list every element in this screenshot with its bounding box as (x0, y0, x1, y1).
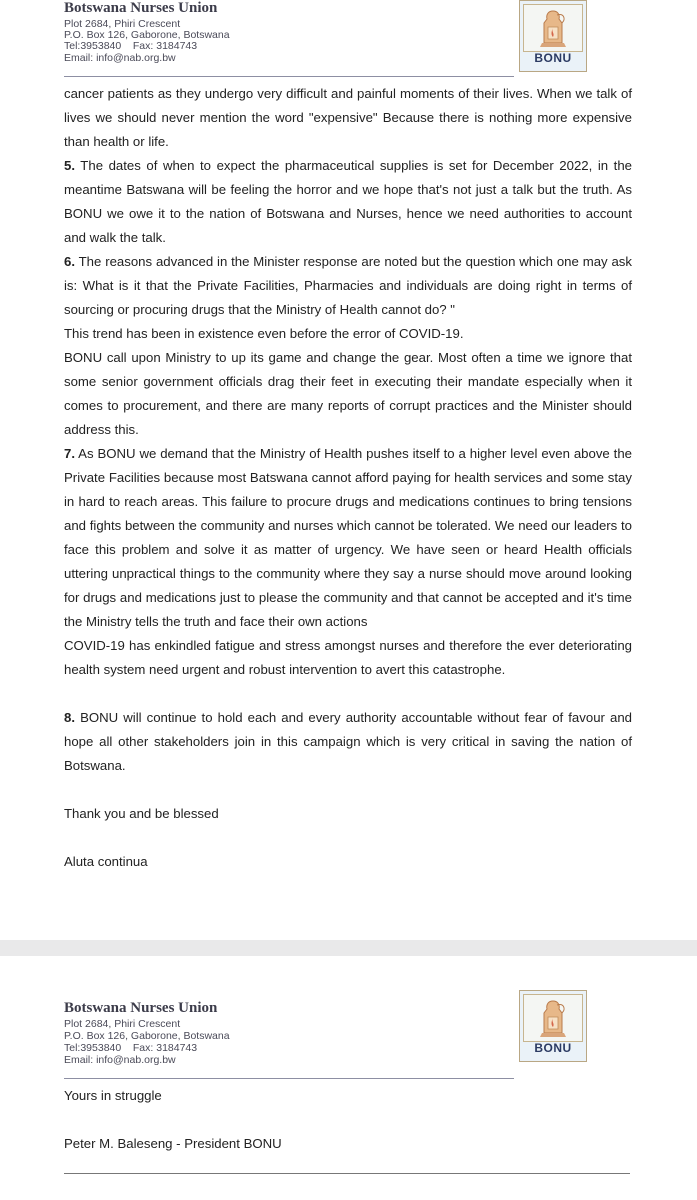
logo-text: BONU (534, 1041, 572, 1055)
letterhead-divider (64, 1078, 514, 1079)
paragraph-gear: BONU call upon Ministry to up its game and change the gear. Most often a time we ignore that some senior government officials drag their feet in executing their mandate especially when it comes to procurement, and there are many reports of corrupt practices and the Minister should address this. (64, 350, 632, 437)
bonu-logo (519, 990, 587, 1062)
signature-rule (64, 1173, 630, 1174)
org-name: Botswana Nurses Union (64, 1000, 218, 1016)
letter-body (64, 82, 632, 874)
logo-text: BONU (534, 51, 572, 65)
bonu-logo (519, 0, 587, 72)
org-name: Botswana Nurses Union (64, 0, 218, 16)
lamp-emblem-icon (523, 4, 583, 52)
paragraph-7: 7. As BONU we demand that the Ministry of Health pushes itself to a higher level even above the Private Facilities because most Batswana cannot afford paying for health services and some stay in hard to reach areas. This failure to procure drugs and medications continues to bring tensions and fights between the community and nurses which cannot be tolerated. We need our leaders to face this problem and solve it as matter of urgency. We have seen or heard Health officials uttering unpractical things to the community where they say a nurse should move around looking for drugs and medications just to please the community and that cannot be accepted and it's time the Ministry tells the truth and face their own actions (64, 446, 632, 629)
letterhead-divider (64, 76, 514, 77)
paragraph-continuation: cancer patients as they undergo very difficult and painful moments of their lives. When we talk of lives we should never mention the word "expensive" Because there is nothing more expensive than health or life. (64, 86, 632, 149)
signatory-line: Peter M. Baleseng - President BONU (64, 1136, 282, 1151)
address-line-1: Plot 2684, Phiri Crescent (64, 1018, 181, 1030)
paragraph-6: 6. The reasons advanced in the Minister response are noted but the question which one may ask is: What is it that the Private Facilities, Pharmacies and individuals are doing right in terms of sourcing or procuring drugs that the Ministry of Health cannot do? " (64, 254, 632, 317)
lamp-emblem-icon (523, 994, 583, 1042)
paragraph-8: 8. BONU will continue to hold each and every authority accountable without fear of favour and hope all other stakeholders join in this campaign which is very critical in saving the nation of Botswana. (64, 710, 632, 773)
sign-off-line: Yours in struggle (64, 1088, 162, 1103)
thanks-line: Thank you and be blessed (64, 806, 219, 821)
page-separator (0, 940, 697, 956)
phone-fax-line: Tel:3953840 Fax: 3184743 (64, 1042, 198, 1054)
address-line-2: P.O. Box 126, Gaborone, Botswana (64, 29, 230, 41)
letter-page-2 (0, 956, 697, 1200)
email-line: Email: info@nab.org.bw (64, 52, 176, 64)
email-line: Email: info@nab.org.bw (64, 1054, 176, 1066)
closing-line: Aluta continua (64, 854, 148, 869)
address-line-2: P.O. Box 126, Gaborone, Botswana (64, 1030, 230, 1042)
address-line-1: Plot 2684, Phiri Crescent (64, 18, 181, 30)
paragraph-5: 5. The dates of when to expect the pharmaceutical supplies is set for December 2022, in the meantime Batswana will be feeling the horror and we hope that's not just a talk but the truth. As BONU we owe it to the nation of Botswana and Nurses, hence we need authorities to account and walk the talk. (64, 158, 632, 245)
paragraph-covid: COVID-19 has enkindled fatigue and stress amongst nurses and therefore the ever deteriorating health system need urgent and robust intervention to avert this catastrophe. (64, 638, 632, 677)
sign-off-block (64, 1084, 632, 1156)
phone-fax-line: Tel:3953840 Fax: 3184743 (64, 40, 198, 52)
paragraph-trend: This trend has been in existence even before the error of COVID-19. (64, 326, 464, 341)
